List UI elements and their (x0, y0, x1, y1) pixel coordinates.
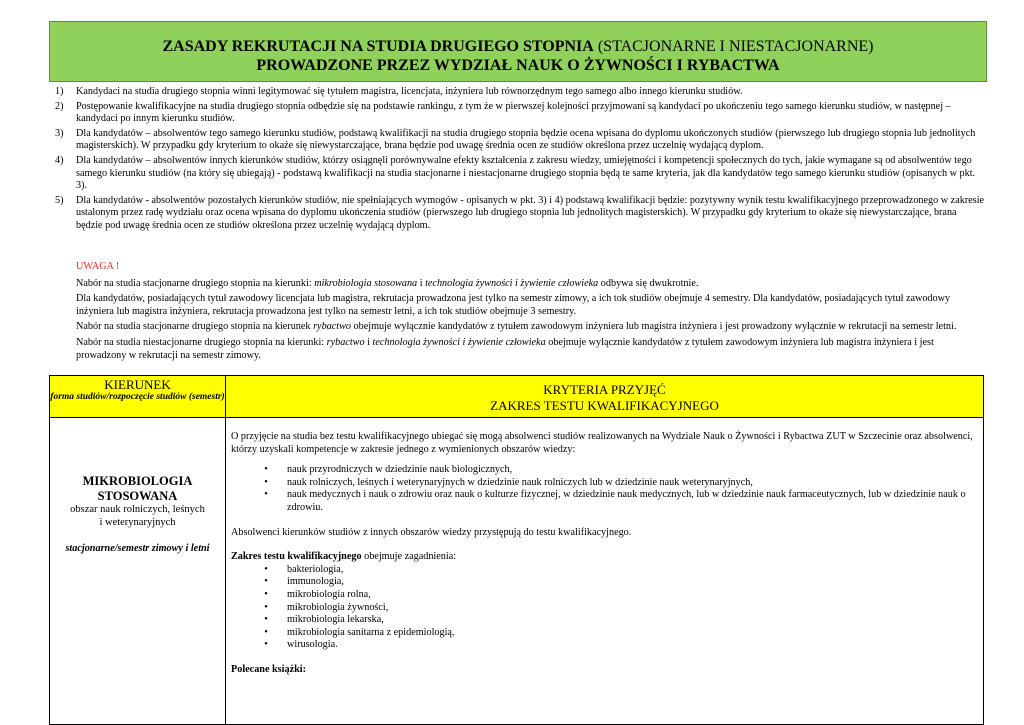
rule-item (55, 86, 985, 99)
list-item-text: bakteriologia, (287, 563, 344, 575)
list-item-text: mikrobiologia żywności, (287, 601, 389, 613)
study-mode: stacjonarne/semestr zimowy i letni (65, 543, 210, 554)
notice-title: UWAGA ! (76, 261, 120, 272)
notice-italic: technologia żywności i żywienie człowieka (425, 277, 599, 289)
topics-list (231, 564, 976, 652)
notice-text: odbywa się dwukrotnie. (598, 277, 699, 289)
notice-text: obejmuje wyłącznie kandydatów z tytułem zawodowym inżyniera lub magistra inżyniera i jest prowadzony w rekrutacji na semestr zimowy. (76, 336, 934, 361)
notice-italic: rybactwo (326, 336, 365, 348)
list-item (231, 614, 976, 627)
rule-text: Dla kandydatów - absolwentów pozostałych kierunków studiów, nie spełniających wymogów - opisanych w pkt. 3) i 4) podstawą kwalifikacji będzie: pozytywny wynik testu kwalifikacyjnego przeprowadzonego w zakresie ustalonym przez radę wydziału oraz ocena wpisana do dyplomu ukończenia studiów (pierwszego lub drugiego stopnia lub jednolitych magisterskich). W przypadku gdy kryterium to okaże się niewystarczające, brana będzie pod uwagę średnia ocen ze studiów określona przez uczelnię wydającą dyplom. (76, 194, 985, 231)
notice-paragraph (76, 321, 981, 334)
list-item (231, 564, 976, 577)
list-item-text: nauk przyrodniczych w dziedzinie nauk biologicznych, (287, 464, 513, 476)
header-kryteria-title: KRYTERIA PRZYJĘĆ (543, 382, 666, 397)
table-horizontal-rule (50, 417, 983, 418)
notice-text: i (364, 336, 373, 348)
field-area: obszar nauk rolniczych, leśnych (70, 504, 205, 515)
list-item (231, 627, 976, 640)
title-line-2: PROWADZONE PRZEZ WYDZIAŁ NAUK O ŻYWNOŚCI I RYBACTWA (256, 57, 780, 74)
title-banner (49, 21, 987, 82)
list-item (231, 464, 976, 477)
rule-item (55, 155, 985, 193)
rule-number: 4) (55, 154, 64, 166)
rule-number: 5) (55, 194, 64, 206)
bullet-icon: • (264, 626, 268, 638)
notice-paragraph: Dla kandydatów, posiadających tytuł zawodowy licencjata lub magistra, rekrutacja prowadzona jest tylko na semestr zimowy, a ich tok studiów obejmuje 4 semestry. Dla kandydatów, posiadających tytuł zawodowy inżyniera lub magistra inżyniera, rekrutacja prowadzona jest tylko na semestr letni, a ich tok studiów obejmuje 3 semestry. (76, 293, 951, 317)
notice-italic: mikrobiologia stosowana (314, 277, 418, 289)
list-item (231, 602, 976, 615)
rule-number: 1) (55, 86, 64, 97)
bullet-icon: • (264, 614, 268, 626)
field-area: i weterynaryjnych (99, 516, 176, 528)
rule-item (55, 101, 985, 126)
notice-paragraph (76, 337, 981, 362)
list-item-text: mikrobiologia sanitarna z epidemiologią, (287, 626, 455, 638)
test-scope-bold: Zakres testu kwalifikacyjnego (231, 551, 362, 563)
list-item-text: nauk rolniczych, leśnych i weterynaryjnych w dziedzinie nauk rolniczych lub w dziedzinie nauk weterynaryjnych, (287, 476, 753, 488)
rule-text: Dla kandydatów – absolwentów tego samego kierunku studiów, podstawą kwalifikacji na studia drugiego stopnia będzie ocena wpisana do dyplomu ukończonych studiów (pierwszego lub drugiego stopnia lub jednolitych magisterskich). W przypadku gdy kryterium to okaże się niewystarczające, brana będzie pod uwagę średnia ocen ze studiów określona przez uczelnię wydającą dyplom. (76, 127, 976, 152)
rule-item (55, 195, 985, 233)
list-item (231, 639, 976, 652)
list-item-text: immunologia, (287, 576, 344, 588)
table-header-kryteria (226, 376, 983, 417)
bullet-icon: • (264, 588, 268, 600)
table-vertical-rule (225, 376, 226, 724)
bullet-icon: • (264, 464, 268, 476)
list-item-text: wirusologia. (287, 639, 338, 651)
list-item-text: mikrobiologia lekarska, (287, 614, 384, 626)
knowledge-areas-list (231, 464, 976, 514)
bullet-icon: • (264, 563, 268, 575)
rule-text: Kandydaci na studia drugiego stopnia winni legitymować się tytułem magistra, licencjata, inżyniera lub równorzędnym tego samego albo innego kierunku studiów. (76, 86, 743, 97)
list-item (231, 489, 976, 514)
test-scope-rest: obejmuje zagadnienia: (361, 551, 457, 563)
other-graduates-text: Absolwenci kierunków studiów z innych obszarów wiedzy przystępują do testu kwalifikacyjnego. (231, 526, 632, 538)
notice-italic: rybactwo (313, 321, 351, 333)
list-item (231, 576, 976, 589)
rule-text: Postępowanie kwalifikacyjne na studia drugiego stopnia odbędzie się na podstawie rankingu, z tym że w pierwszej kolejności przyjmowani są kandydaci po ukończeniu tego samego kierunku studiów, w następnej – kandydaci po innym kierunku studiów. (76, 100, 951, 125)
test-scope-line (231, 551, 976, 564)
notice-text: obejmuje wyłącznie kandydatów z tytułem zawodowym inżyniera lub magistra inżyniera i jest prowadzony wyłącznie w rekrutacji na semestr letni. (351, 321, 957, 333)
notice-section (76, 261, 981, 365)
list-item (231, 477, 976, 490)
rule-text: Dla kandydatów – absolwentów innych kierunków studiów, którzy osiągnęli porównywalne efekty kształcenia z zakresu wiedzy, umiejętności i kompetencji społecznych do tych, jakie wymagane są od absolwentów tego samego kierunku studiów (na który się ubiegają) - podstawą kwalifikacji na studia stacjonarne i niestacjonarne drugiego stopnia będą te same kryteria, jak dla kandydatów tego samego kierunku studiów (opisanych w pkt. 3). (76, 154, 976, 192)
notice-text: Nabór na studia stacjonarne drugiego stopnia na kierunki: (76, 277, 315, 289)
header-kierunek-subtitle: forma studiów/rozpoczęcie studiów (semestr) (50, 392, 225, 402)
bullet-icon: • (264, 576, 268, 588)
rule-number: 2) (55, 100, 64, 112)
table-header-kierunek (50, 376, 225, 417)
criteria-table (49, 375, 984, 725)
field-of-study-cell (50, 474, 225, 554)
list-item-text: nauk medycznych i nauk o zdrowiu oraz nauk o kulturze fizycznej, w dziedzinie nauk medycznych, lub w dziedzinie nauk farmaceutycznych, lub w dziedzinie nauk o zdrowiu. (287, 489, 966, 513)
bullet-icon: • (264, 489, 268, 501)
notice-text: i (417, 277, 426, 289)
title-line-1 (50, 37, 986, 56)
list-item (231, 589, 976, 602)
field-name: STOSOWANA (97, 489, 178, 503)
bullet-icon: • (264, 601, 268, 613)
rules-list (55, 86, 985, 235)
title-bold: ZASADY REKRUTACJI NA STUDIA DRUGIEGO STOPNIA (162, 38, 594, 55)
notice-text: Nabór na studia stacjonarne drugiego stopnia na kierunek (76, 321, 314, 333)
rule-number: 3) (55, 127, 64, 139)
notice-paragraph (76, 278, 981, 291)
rule-item (55, 128, 985, 153)
bullet-icon: • (264, 476, 268, 488)
list-item-text: mikrobiologia rolna, (287, 588, 371, 600)
recommended-books-heading: Polecane książki: (231, 663, 306, 675)
bullet-icon: • (264, 639, 268, 651)
criteria-cell (231, 431, 976, 677)
field-name: MIKROBIOLOGIA (82, 474, 193, 488)
header-zakres-title: ZAKRES TESTU KWALIFIKACYJNEGO (490, 398, 719, 413)
notice-text: Nabór na studia niestacjonarne drugiego stopnia na kierunki: (76, 336, 327, 348)
criteria-intro: O przyjęcie na studia bez testu kwalifikacyjnego ubiegać się mogą absolwenci studiów realizowanych na Wydziale Nauk o Żywności i Rybactwa ZUT w Szczecinie oraz absolwenci, którzy uzyskali kompetencje w zakresie jednego z wymienionych obszarów wiedzy: (231, 431, 973, 455)
notice-italic: technologia żywności i żywienie człowieka (372, 336, 546, 348)
header-kierunek-title: KIERUNEK (104, 377, 171, 392)
title-normal: (STACJONARNE I NIESTACJONARNE) (593, 38, 874, 55)
